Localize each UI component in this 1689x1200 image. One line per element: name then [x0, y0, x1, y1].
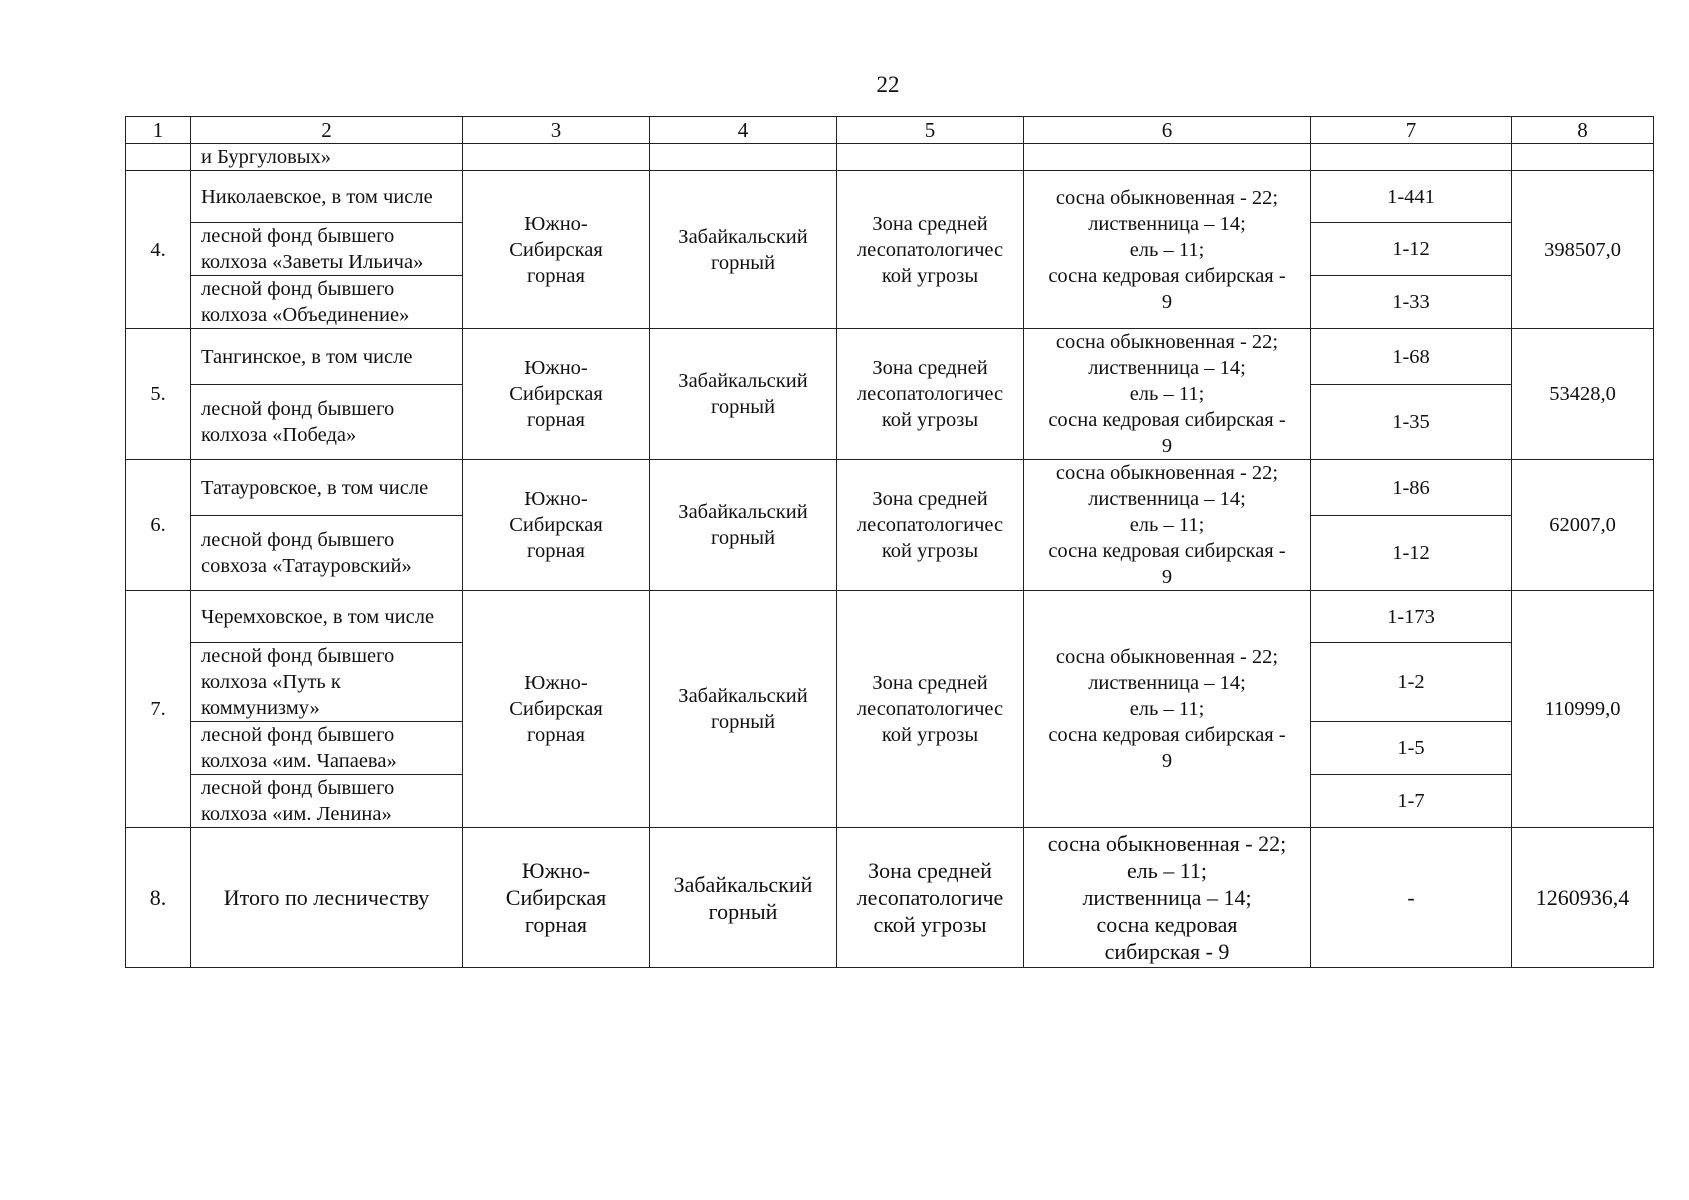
forest-zone: Южно- Сибирская горная [463, 171, 650, 329]
threat-zone: Зона средней лесопатологичес кой угрозы [837, 591, 1024, 828]
forest-zone: Южно- Сибирская горная [463, 460, 650, 591]
header-cell: 2 [191, 117, 463, 144]
continuation-text: и Бургуловых» [191, 144, 463, 171]
area-value: 110999,0 [1512, 591, 1654, 828]
continuation-row [126, 144, 1654, 171]
quarter-numbers: 1-173 [1311, 591, 1512, 643]
area-value: 62007,0 [1512, 460, 1654, 591]
subdivision-name: Николаевское, в том числе [191, 171, 463, 223]
header-row [126, 117, 1654, 144]
row-number: 8. [126, 828, 191, 968]
threat-zone: Зона средней лесопатологичес кой угрозы [837, 171, 1024, 329]
subdivision-name: Тангинское, в том числе [191, 329, 463, 385]
quarter-numbers: 1-5 [1311, 722, 1512, 775]
area-value: 1260936,4 [1512, 828, 1654, 968]
forest-zone: Южно- Сибирская горная [463, 591, 650, 828]
forest-region: Забайкальский горный [650, 329, 837, 460]
forestry-table [125, 116, 1654, 968]
species-list: сосна обыкновенная - 22; ель – 11; лиственница – 14; сосна кедровая сибирская - 9 [1024, 828, 1311, 968]
forest-zone: Южно- Сибирская горная [463, 828, 650, 968]
species-list: сосна обыкновенная - 22; лиственница – 14; ель – 11; сосна кедровая сибирская - 9 [1024, 460, 1311, 591]
subdivision-name: лесной фонд бывшего колхоза «им. Ленина» [191, 775, 463, 828]
forest-region: Забайкальский горный [650, 828, 837, 968]
row-number: 7. [126, 591, 191, 828]
subdivision-name: лесной фонд бывшего колхоза «Заветы Ильича» [191, 223, 463, 276]
quarter-numbers: 1-86 [1311, 460, 1512, 516]
row-number: 4. [126, 171, 191, 329]
quarter-numbers: 1-12 [1311, 516, 1512, 591]
quarter-numbers: - [1311, 828, 1512, 968]
table-row [126, 591, 1654, 643]
header-cell: 5 [837, 117, 1024, 144]
header-cell: 6 [1024, 117, 1311, 144]
quarter-numbers: 1-68 [1311, 329, 1512, 385]
page-number: 22 [876, 72, 900, 97]
forest-region: Забайкальский горный [650, 460, 837, 591]
header-cell: 3 [463, 117, 650, 144]
subdivision-name: Черемховское, в том числе [191, 591, 463, 643]
forest-zone: Южно- Сибирская горная [463, 329, 650, 460]
quarter-numbers: 1-2 [1311, 643, 1512, 722]
quarter-numbers: 1-33 [1311, 276, 1512, 329]
quarter-numbers: 1-12 [1311, 223, 1512, 276]
quarter-numbers: 1-7 [1311, 775, 1512, 828]
header-cell: 8 [1512, 117, 1654, 144]
threat-zone: Зона средней лесопатологиче ской угрозы [837, 828, 1024, 968]
subdivision-name: лесной фонд бывшего совхоза «Татауровский» [191, 516, 463, 591]
header-cell: 7 [1311, 117, 1512, 144]
area-value: 398507,0 [1512, 171, 1654, 329]
species-list: сосна обыкновенная - 22; лиственница – 14; ель – 11; сосна кедровая сибирская - 9 [1024, 171, 1311, 329]
threat-zone: Зона средней лесопатологичес кой угрозы [837, 460, 1024, 591]
table-row [126, 329, 1654, 385]
header-cell: 1 [126, 117, 191, 144]
area-value: 53428,0 [1512, 329, 1654, 460]
species-list: сосна обыкновенная - 22; лиственница – 14; ель – 11; сосна кедровая сибирская - 9 [1024, 329, 1311, 460]
forest-region: Забайкальский горный [650, 591, 837, 828]
table-row [126, 171, 1654, 223]
species-list: сосна обыкновенная - 22; лиственница – 14; ель – 11; сосна кедровая сибирская - 9 [1024, 591, 1311, 828]
subdivision-name: лесной фонд бывшего колхоза «им. Чапаева» [191, 722, 463, 775]
subdivision-name: Татауровское, в том числе [191, 460, 463, 516]
subdivision-name: лесной фонд бывшего колхоза «Путь к коммунизму» [191, 643, 463, 722]
total-row [126, 828, 1654, 968]
subdivision-name: лесной фонд бывшего колхоза «Объединение» [191, 276, 463, 329]
forest-region: Забайкальский горный [650, 171, 837, 329]
quarter-numbers: 1-441 [1311, 171, 1512, 223]
row-number: 6. [126, 460, 191, 591]
subdivision-name: лесной фонд бывшего колхоза «Победа» [191, 385, 463, 460]
row-number: 5. [126, 329, 191, 460]
header-cell: 4 [650, 117, 837, 144]
table-row [126, 460, 1654, 516]
quarter-numbers: 1-35 [1311, 385, 1512, 460]
threat-zone: Зона средней лесопатологичес кой угрозы [837, 329, 1024, 460]
total-label: Итого по лесничеству [191, 828, 463, 968]
